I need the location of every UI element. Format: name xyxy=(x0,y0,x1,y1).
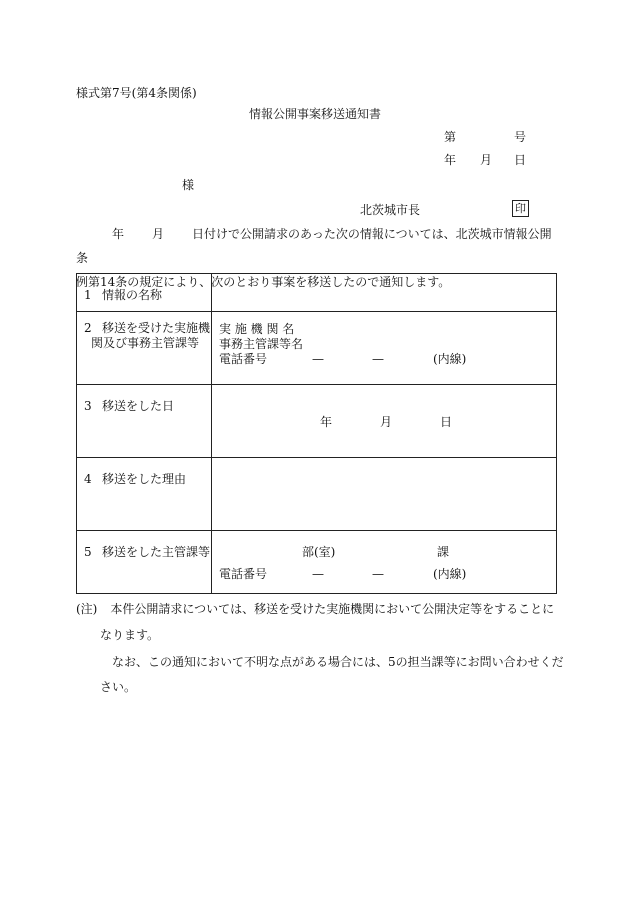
document-title: 情報公開事案移送通知書 xyxy=(248,107,381,121)
transferring-dept-value-cell xyxy=(212,531,557,594)
note-2-line2: さい。 xyxy=(100,680,137,694)
document-number-label: 第 xyxy=(444,130,457,144)
row-label-transfer-date: 移送をした日 xyxy=(102,399,175,413)
table-row xyxy=(77,458,557,531)
row-number: 4 xyxy=(84,472,92,486)
body-month: 月 xyxy=(152,227,165,241)
table-row xyxy=(77,531,557,594)
table-row xyxy=(77,274,557,312)
phone-dash: — xyxy=(372,352,384,366)
row-label-cell xyxy=(77,385,212,458)
transfer-date-day: 日 xyxy=(440,415,453,429)
addressee-suffix: 様 xyxy=(182,178,195,192)
issue-date-month: 月 xyxy=(480,153,493,167)
row-label-cell xyxy=(77,531,212,594)
row-label-transfer-reason: 移送をした理由 xyxy=(102,472,187,486)
form-id: 様式第7号(第4条関係) xyxy=(76,86,197,100)
issuer-name: 北茨城市長 xyxy=(360,203,421,217)
extension-label: (内線) xyxy=(433,567,467,581)
row-label-cell xyxy=(77,312,212,385)
phone-dash: — xyxy=(372,567,384,581)
note-1-line1: 本件公開請求については、移送を受けた実施機関において公開決定等をすることに xyxy=(110,602,555,616)
row-label-receiving-agency: 移送を受けた実施機 xyxy=(102,321,211,335)
row-label-info-name: 情報の名称 xyxy=(102,288,163,302)
row-number: 1 xyxy=(84,288,92,302)
row-label-cell xyxy=(77,274,212,312)
row-number: 3 xyxy=(84,399,92,413)
transfer-date-year: 年 xyxy=(320,415,333,429)
agency-name-label: 実 施 機 関 名 xyxy=(219,322,295,336)
department-label: 部(室) xyxy=(302,545,336,559)
body-text-line2: 例第14条の規定により、次のとおり事案を移送したので通知します。 xyxy=(76,275,451,289)
row-label-transferring-dept: 移送をした主管課等 xyxy=(102,545,211,559)
transfer-date-month: 月 xyxy=(380,415,393,429)
table-row xyxy=(77,312,557,385)
body-text-line1: 日付けで公開請求のあった次の情報については、北茨城市情報公開条 xyxy=(76,227,552,265)
phone-label: 電話番号 xyxy=(219,567,268,581)
transfer-details-table xyxy=(76,273,557,594)
seal-box: 印 xyxy=(512,200,529,217)
row-label-receiving-agency-cont: 関及び事務主管課等 xyxy=(91,336,200,350)
extension-label: (内線) xyxy=(433,352,467,366)
phone-dash: — xyxy=(312,567,324,581)
receiving-agency-value-cell xyxy=(212,312,557,385)
section-label: 課 xyxy=(437,545,450,559)
issue-date-day: 日 xyxy=(514,153,527,167)
note-1 xyxy=(76,602,554,616)
note-1-line2: なります。 xyxy=(100,628,160,642)
dept-name-label: 事務主管課等名 xyxy=(219,337,304,351)
transfer-date-value-cell xyxy=(212,385,557,458)
phone-label: 電話番号 xyxy=(219,352,268,366)
body-year: 年 xyxy=(112,227,125,241)
note-2-line1: なお、この通知において不明な点がある場合には、5の担当課等にお問い合わせくだ xyxy=(112,655,564,669)
info-name-value-cell xyxy=(212,274,557,312)
table-row xyxy=(77,385,557,458)
document-number-suffix: 号 xyxy=(514,130,527,144)
row-number: 2 xyxy=(84,321,92,335)
phone-dash: — xyxy=(312,352,324,366)
row-number: 5 xyxy=(84,545,92,559)
row-label-cell xyxy=(77,458,212,531)
transfer-reason-value-cell xyxy=(212,458,557,531)
note-mark: (注) xyxy=(76,602,98,616)
issue-date-year: 年 xyxy=(444,153,457,167)
